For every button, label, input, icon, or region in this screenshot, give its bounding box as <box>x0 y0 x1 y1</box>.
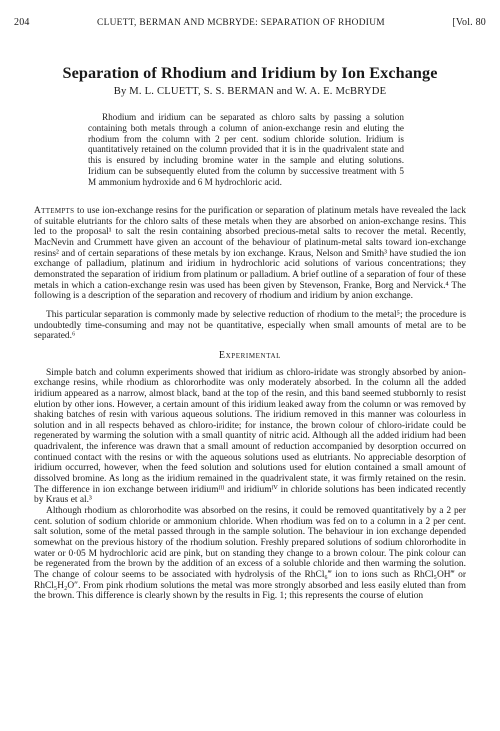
intro-paragraph-1 <box>34 206 466 302</box>
abstract-text: Rhodium and iridium can be separated as chloro salts by passing a solution containing both metals through a column of anion-exchange resin and eluting the rhodium from the column with 2 per cent. sodium chloride solution. Iridium is quantitatively retained on the column provided that it is in the quadrivalent state and this is ensured by including bromine water in the sample and eluting solutions. Iridium can be subsequently eluted from the column by successive treatment with 5 M ammonium hydroxide and 6 M hydrochloric acid. <box>88 112 404 187</box>
experimental-paragraph-2: Although rhodium as chlororhodite was absorbed on the resins, it could be removed quantitatively by a 2 per cent. solution of sodium chloride or ammonium chloride. When rhodium was fed on to a column in a 2 per cent. salt solution, some of the metal passed through in the sample solution. The behaviour in ion exchange depended somewhat on the previous history of the rhodium solution. Freshly prepared solutions of sodium chlororhodite in water or 0·05 M hydrochloric acid are pink, but on standing they change to a brown colour. The pink colour can be regenerated from the brown by the addition of an excess of a soluble chloride and then warming the solution. The change of colour seems to be associated with hydrolysis of the RhCl₆‴ ion to ions such as RhCl₅OH‴ or RhCl₅H₂O″. From pink rhodium solutions the metal was more strongly absorbed and less easily eluted than from the brown. This difference is clearly shown by the results in Fig. 1; this represents the course of elution <box>34 506 466 602</box>
intro-paragraph-1-text: to use ion-exchange resins for the purification or separation of platinum metals have revealed the lack of suitable elutriants for the chloro salts of these metals when they are absorbed on anion-exchange resins. This led to the proposal¹ to salt the resin containing absorbed precious-metal salts to recover the metal. Recently, MacNevin and Crummett have given an account of the behaviour of platinum-metal salts toward ion-exchange resins² and of certain separations of these metals by ion exchange. Kraus, Nelson and Smith³ have studied the ion exchange of palladium, platinum and iridium in hydrochloric acid solutions of various concentrations; they demonstrated the separation of iridium from platinum or palladium. A brief outline of a separation of four of these metals in which a cation-exchange resin was used has been given by Stevenson, Franke, Borg and Nervick.⁴ The following is a description of the separation and recovery of rhodium and iridium by anion exchange. <box>34 206 467 302</box>
section-heading-experimental: Experimental <box>218 349 282 361</box>
page-header <box>14 17 486 28</box>
page-number: 204 <box>14 17 30 28</box>
lead-word: Attempts <box>34 206 75 216</box>
intro-paragraph-2: This particular separation is commonly made by selective reduction of rhodium to the metal⁵; the procedure is undoubtedly time-consuming and may not be quantitative, especially when small amounts of metal are to be separated.⁶ <box>34 309 466 342</box>
experimental-paragraph-1: Simple batch and column experiments showed that iridium as chloro-iridate was strongly absorbed by anion-exchange resins, while rhodium as chlororhodite was only moderately absorbed. In the column all the added iridium appeared as a narrow, almost black, band at the top of the resin, and this band seemed stubbornly to resist elution by other ions. However, a certain amount of this iridium leaked away from the column or was removed by shaking batches of resin with various aqueous solutions. The iridium removed in this manner was colourless in solution and in all respects behaved as chloro-iridite; for instance, the brown colour of chloro-iridate could be regenerated by warming the solution with a small quantity of nitric acid. Although all the added iridium had been quadrivalent, the inference was drawn that a small amount of reduction accompanied by desorption occurred on continued contact with the resins or with the aqueous solutions used as elutriants. No appreciable desorption of iridium occurred, however, when the feed solution and solutions used for elution contained a small amount of dissolved bromine. As long as the iridium remained in the quadrivalent state, it was firmly retained on the resin. The difference in ion exchange between iridiumᴵᴵᴵ and iridiumᴵⱽ in chloride solutions has been indicated recently by Kraus et al.³ <box>34 367 466 506</box>
article-authors: By M. L. CLUETT, S. S. BERMAN and W. A. E. McBRYDE <box>113 86 387 97</box>
article-title: Separation of Rhodium and Iridium by Ion Exchange <box>62 64 438 82</box>
abstract <box>88 112 404 188</box>
volume-label: [Vol. 80 <box>452 17 486 28</box>
article-body <box>34 206 466 602</box>
running-title: CLUETT, BERMAN AND MCBRYDE: SEPARATION OF RHODIUM <box>97 18 385 28</box>
